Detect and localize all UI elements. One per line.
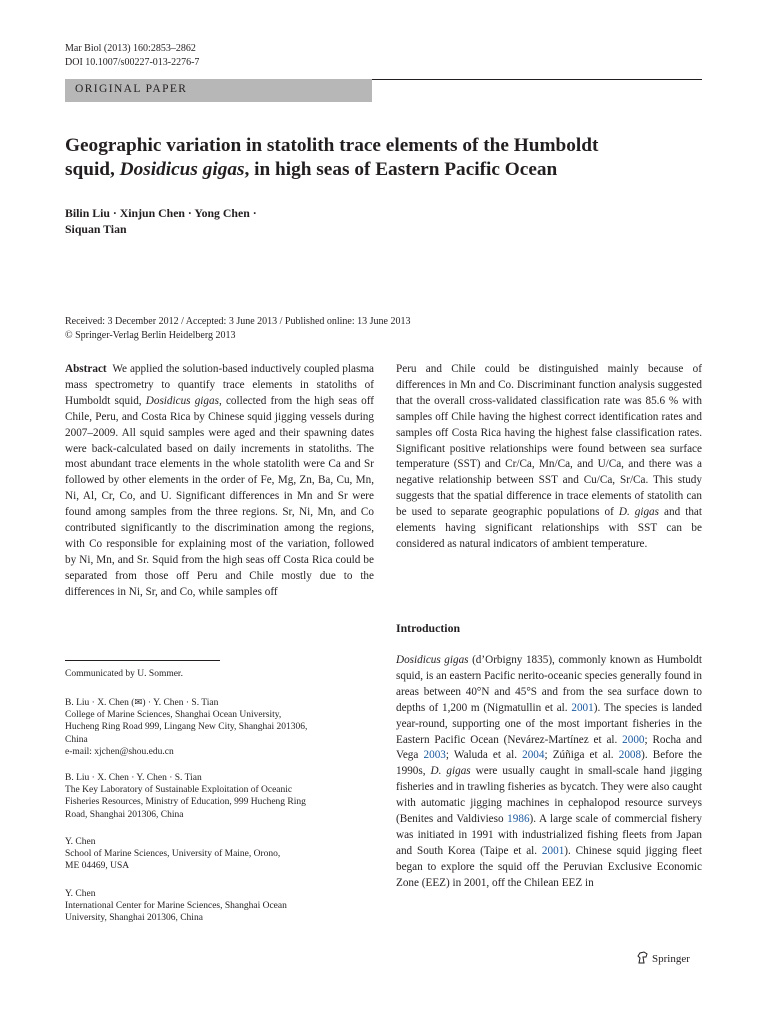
title-line1: Geographic variation in statolith trace elements of the Humboldt — [65, 135, 599, 156]
citation-link[interactable]: 2008 — [618, 749, 642, 762]
citation-link[interactable]: 2000 — [622, 733, 645, 746]
citation-link[interactable]: 2001 — [571, 701, 594, 714]
publication-dates: Received: 3 December 2012 / Accepted: 3 June 2013 / Published online: 13 June 2013 © Springer-Verlag Berlin Heidelberg 2013 — [65, 316, 411, 341]
article-type-banner — [65, 79, 372, 102]
species-name: Dosidicus gigas — [119, 159, 245, 180]
introduction-heading: Introduction — [396, 621, 461, 635]
citation-link[interactable]: 2001 — [541, 844, 565, 857]
author-list: Bilin Liu · Xinjun Chen · Yong Chen · Siquan Tian — [65, 206, 257, 236]
doi: DOI 10.1007/s00227-013-2276-7 — [65, 57, 200, 68]
paper-title: Geographic variation in statolith trace elements of the Humboldt squid, Dosidicus gigas, in high seas of Eastern Pacific Ocean — [65, 135, 599, 180]
header-rule — [372, 79, 702, 80]
affiliation-3: Y. Chen School of Marine Sciences, University of Maine, Orono, ME 04469, USA — [65, 837, 281, 872]
springer-horse-icon — [636, 951, 649, 967]
abstract-left: Abstract We applied the solution-based inductively coupled plasma mass spectrometry to quantify trace elements in statoliths of Humboldt squid, Dosidicus gigas, collected from the high seas off Chile, Peru, and Costa Rica by Chinese squid jigging vessels during 2007–2009. All squid samples were aged and their spawning dates were back-calculated based on daily increments in statoliths. The most abundant trace elements in the whole statolith were Ca and Sr followed by other elements in the order of Fe, Mg, Zn, Ba, Cu, Mn, Ni, Al, Cr, Co, and U. Significant differences in Mn and Sr were found among samples from the three regions. Sr, Ni, Mn, and Co contributed significantly to the discrimination among the regions, with Co responsible for explaining most of the variation, followed by Ni, Mn, and Sr. Squid from the high seas off Costa Rica could be separated from those off Peru and Chile mostly due to the differences in Ni, Sr, and Co, while samples off — [65, 363, 374, 598]
introduction-text: Dosidicus gigas (d’Orbigny 1835), commonly known as Humboldt squid, is an eastern Pacific nerito-oceanic species generally found in areas between 40°N and 45°S and from the sea surface down to depths of 1,200 m (Nigmatullin et al. 2001). The species is landed year-round, supporting one of the most important fisheries in the Eastern Pacific Ocean (Nevárez-Martínez et al. 2000; Rocha and Vega 2003; Waluda et al. 2004; Zúñiga et al. 2008). Before the 1990s, D. gigas were usually caught in small-scale hand jigging fisheries and in trawling fisheries as bycatch. They were also caught with automatic jigging machines in cephalopod resource surveys (Benites and Valdivieso 1986). A large scale of commercial fishery was initiated in 1991 with industrialized fishing fleets from Japan and South Korea (Taipe et al. 2001). Chinese squid jigging fleet began to explore the squid off the Peruvian Exclusive Economic Zone (EEZ) in 2001, off the Chilean EEZ in — [396, 654, 702, 889]
citation-link[interactable]: 2003 — [423, 749, 446, 762]
footnote-rule — [65, 660, 220, 661]
affiliation-2: B. Liu · X. Chen · Y. Chen · S. Tian The Key Laboratory of Sustainable Exploitation of Oceanic Fisheries Resources, Ministry of Education, 999 Hucheng Ring Road, Shanghai 201306, China — [65, 773, 306, 820]
affiliation-1: B. Liu · X. Chen (✉) · Y. Chen · S. Tian College of Marine Sciences, Shanghai Ocean University, Hucheng Ring Road 999, Lingang New City, Shanghai 201306, China e-mail: xjchen@shou.edu.cn — [65, 698, 308, 757]
citation-link[interactable]: 2004 — [522, 749, 545, 762]
abstract-right: Peru and Chile could be distinguished mainly because of differences in Mn and Co. Discriminant function analysis suggested that the overall cross-validated classification rate was 85.6 % with samples off Chile having the highest correct identification rates and samples off Costa Rica having the highest false classification rates. Significant positive relationships were found between sea surface temperature (SST) and Cr/Ca, Mn/Ca, and U/Ca, and there was a negative relationship between SST and Cu/Ca, Sr/Ca. This study suggests that the spatial difference in trace elements of statolith can be used to separate geographic populations of D. gigas and that elements having significant relationships with SST can be considered as natural indicators of ambient temperature. — [396, 363, 703, 550]
publisher-footer — [636, 951, 690, 967]
citation-link[interactable]: 1986 — [507, 813, 530, 826]
article-type-label: ORIGINAL PAPER — [75, 83, 188, 95]
affiliation-4: Y. Chen International Center for Marine Sciences, Shanghai Ocean University, Shanghai 201306, China — [65, 889, 287, 924]
abstract-heading: Abstract — [65, 363, 107, 375]
communicated-by: Communicated by U. Sommer. — [65, 669, 183, 679]
journal-citation: Mar Biol (2013) 160:2853–2862 — [65, 43, 196, 54]
publisher-name: Springer — [652, 953, 690, 965]
